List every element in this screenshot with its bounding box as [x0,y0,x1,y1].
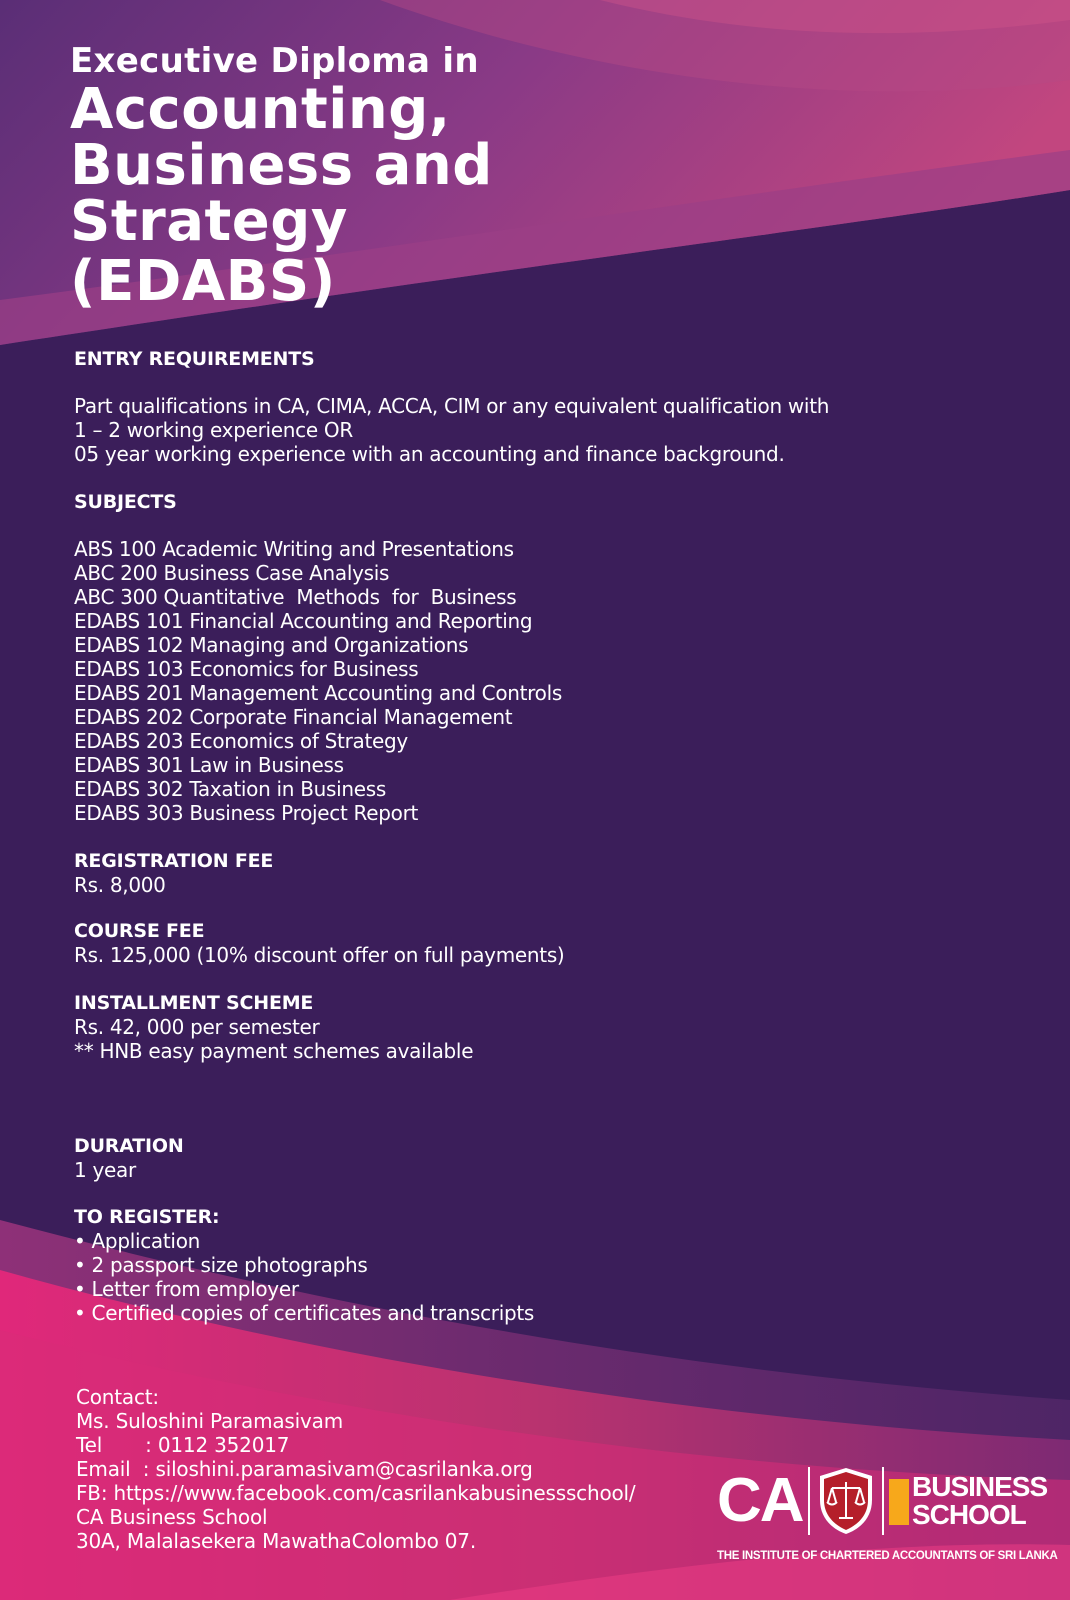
title-line-accounting: Accounting, [70,77,451,142]
duration-heading: DURATION [74,1135,184,1157]
duration-value: 1 year [74,1158,136,1182]
register-item: • Application [74,1229,201,1253]
logo-orange-block [889,1479,909,1525]
scales-of-justice-icon [816,1466,876,1536]
installment-heading: INSTALLMENT SCHEME [74,992,314,1014]
subject-item: EDABS 203 Economics of Strategy [74,729,408,753]
registration-fee-heading: REGISTRATION FEE [74,850,274,872]
subject-item: EDABS 201 Management Accounting and Controls [74,681,562,705]
registration-fee-value: Rs. 8,000 [74,873,166,897]
title-line-acronym: (EDABS) [70,249,336,314]
entry-requirements-text [74,394,829,466]
entry-line: 05 year working experience with an accounting and finance background. [74,442,785,466]
entry-requirements-heading: ENTRY REQUIREMENTS [74,348,315,370]
ca-business-school-logo [717,1462,1058,1572]
title-line-business: Business and [70,133,493,198]
subject-item: EDABS 103 Economics for Business [74,657,419,681]
installment-amount: Rs. 42, 000 per semester [74,1015,320,1039]
title-block [70,40,493,314]
logo-business: BUSINESS [912,1471,1048,1502]
subject-item: EDABS 303 Business Project Report [74,801,419,825]
subjects-list [74,537,562,825]
logo-ca-text: CA [717,1466,803,1535]
logo-school: SCHOOL [912,1499,1026,1530]
register-item: • Certified copies of certificates and transcripts [74,1301,535,1325]
entry-line: 1 – 2 working experience OR [74,418,353,442]
subject-item: EDABS 301 Law in Business [74,753,344,777]
logo-business-school-text [912,1473,1047,1529]
logo-divider [882,1467,884,1535]
title-line-strategy: Strategy [70,189,348,254]
to-register-list [74,1229,534,1325]
contact-facebook: FB: https://www.facebook.com/casrilankabusinessschool/ [76,1481,636,1505]
register-item: • 2 passport size photographs [74,1253,368,1277]
contact-name: Ms. Suloshini Paramasivam [76,1409,343,1433]
logo-tagline: THE INSTITUTE OF CHARTERED ACCOUNTANTS OF SRI LANKA [717,1550,1058,1562]
contact-address: 30A, Malalasekera MawathaColombo 07. [76,1529,476,1553]
subject-item: EDABS 102 Managing and Organizations [74,633,469,657]
contact-label: Contact: [76,1385,159,1409]
subject-item: EDABS 101 Financial Accounting and Reporting [74,609,533,633]
subject-item: ABC 200 Business Case Analysis [74,561,390,585]
subject-item: ABC 300 Quantitative Methods for Business [74,585,517,609]
subjects-heading: SUBJECTS [74,491,177,513]
subject-item: ABS 100 Academic Writing and Presentations [74,537,514,561]
contact-block [76,1385,635,1553]
register-item: • Letter from employer [74,1277,299,1301]
course-fee-heading: COURSE FEE [74,920,205,942]
subject-item: EDABS 302 Taxation in Business [74,777,387,801]
installment-note: ** HNB easy payment schemes available [74,1039,474,1063]
title-subheading: Executive Diploma in [70,41,479,81]
course-fee-value: Rs. 125,000 (10% discount offer on full payments) [74,943,565,967]
entry-line: Part qualifications in CA, CIMA, ACCA, CIM or any equivalent qualification with [74,394,830,418]
contact-org: CA Business School [76,1505,268,1529]
to-register-heading: TO REGISTER: [74,1206,220,1228]
logo-divider [808,1467,810,1535]
subject-item: EDABS 202 Corporate Financial Management [74,705,513,729]
contact-email: Email : siloshini.paramasivam@casrilanka.org [76,1457,533,1481]
contact-phone: Tel : 0112 352017 [76,1433,290,1457]
